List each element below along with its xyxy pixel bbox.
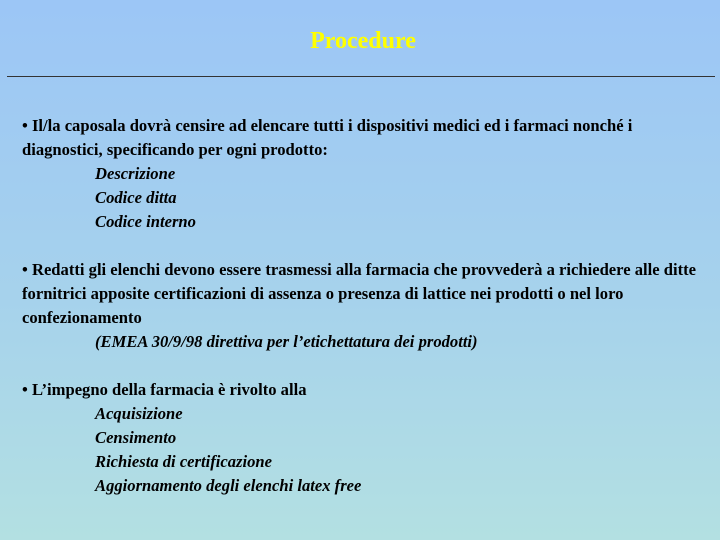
slide-content bbox=[22, 114, 702, 522]
bullet-paragraph bbox=[22, 114, 702, 234]
bullet-text: • Redatti gli elenchi devono essere trasmessi alla farmacia che provvederà a richiedere alle ditte fornitrici apposite certificazioni di assenza o presenza di lattice nei prodotti o nel loro confezionamento bbox=[22, 260, 697, 327]
slide-title: Procedure bbox=[310, 28, 416, 54]
sub-item: Censimento bbox=[95, 428, 177, 447]
bullet-paragraph bbox=[22, 258, 702, 354]
title-divider bbox=[7, 76, 715, 77]
bullet-text: • Il/la caposala dovrà censire ad elencare tutti i dispositivi medici ed i farmaci nonché i diagnostici, specificando per ogni prodotto: bbox=[22, 116, 633, 159]
sub-item: Descrizione bbox=[95, 164, 176, 183]
bullet-text: • L’impegno della farmacia è rivolto alla bbox=[22, 380, 307, 399]
sub-item: Codice interno bbox=[95, 212, 196, 231]
bullet-paragraph bbox=[22, 378, 702, 498]
sub-item: Codice ditta bbox=[95, 188, 177, 207]
sub-item: Acquisizione bbox=[95, 404, 183, 423]
sub-item: (EMEA 30/9/98 direttiva per l’etichettatura dei prodotti) bbox=[95, 332, 478, 351]
sub-item: Richiesta di certificazione bbox=[95, 452, 272, 471]
sub-item: Aggiornamento degli elenchi latex free bbox=[95, 476, 362, 495]
